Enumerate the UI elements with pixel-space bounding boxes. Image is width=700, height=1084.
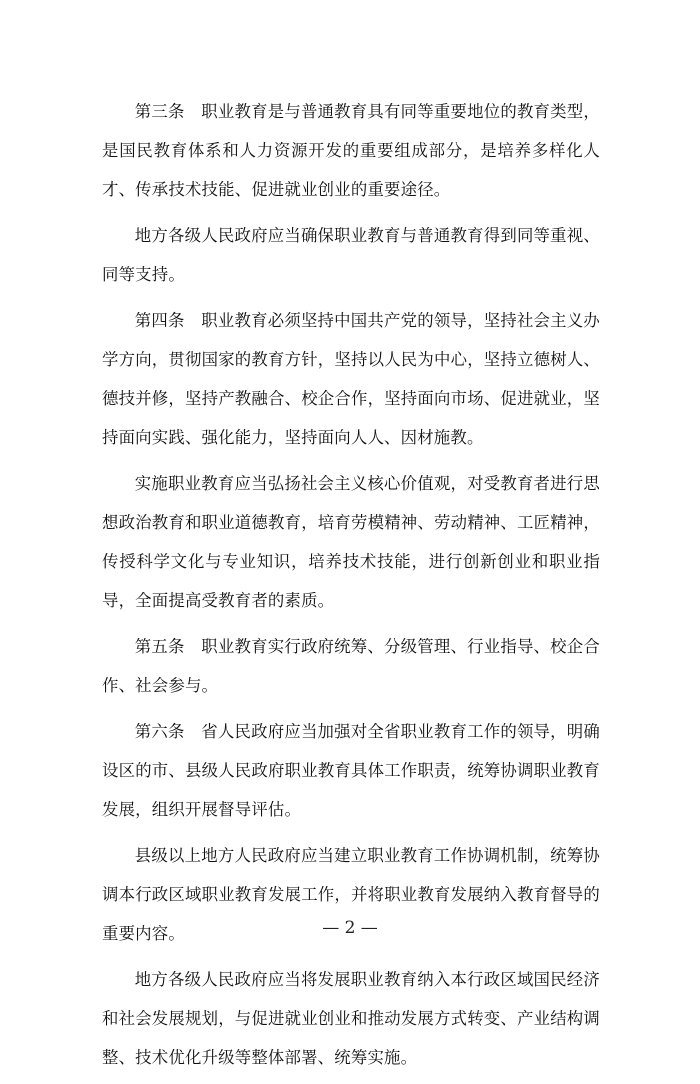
page-number: — 2 — (322, 918, 378, 938)
paragraph-article-3-clause-2: 地方各级人民政府应当确保职业教育与普通教育得到同等重视、同等支持。 (102, 226, 600, 284)
paragraph-article-6: 第六条 省人民政府应当加强对全省职业教育工作的领导，明确设区的市、县级人民政府职业教育具体工作职责，统筹协调职业教育发展，组织开展督导评估。 (102, 722, 600, 819)
paragraph-article-3: 第三条 职业教育是与普通教育具有同等重要地位的教育类型，是国民教育体系和人力资源开发的重要组成部分，是培养多样化人才、传承技术技能、促进就业创业的重要途径。 (102, 102, 600, 199)
paragraph-article-5: 第五条 职业教育实行政府统筹、分级管理、行业指导、校企合作、社会参与。 (102, 637, 600, 695)
paragraph-article-4-clause-2: 实施职业教育应当弘扬社会主义核心价值观，对受教育者进行思想政治教育和职业道德教育，培育劳模精神、劳动精神、工匠精神，传授科学文化与专业知识，培养技术技能，进行创新创业和职业指导，全面提高受教育者的素质。 (102, 474, 600, 610)
paragraph-article-6-clause-2: 县级以上地方人民政府应当建立职业教育工作协调机制，统筹协调本行政区域职业教育发展工作，并将职业教育发展纳入教育督导的重要内容。 (102, 846, 600, 943)
paragraph-article-6-clause-3: 地方各级人民政府应当将发展职业教育纳入本行政区域国民经济和社会发展规划，与促进就业创业和推动发展方式转变、产业结构调整、技术优化升级等整体部署、统筹实施。 (102, 970, 600, 1067)
paragraph-article-4: 第四条 职业教育必须坚持中国共产党的领导，坚持社会主义办学方向，贯彻国家的教育方针，坚持以人民为中心，坚持立德树人、德技并修，坚持产教融合、校企合作，坚持面向市场、促进就业，坚持面向实践、强化能力，坚持面向人人、因材施教。 (102, 311, 600, 447)
